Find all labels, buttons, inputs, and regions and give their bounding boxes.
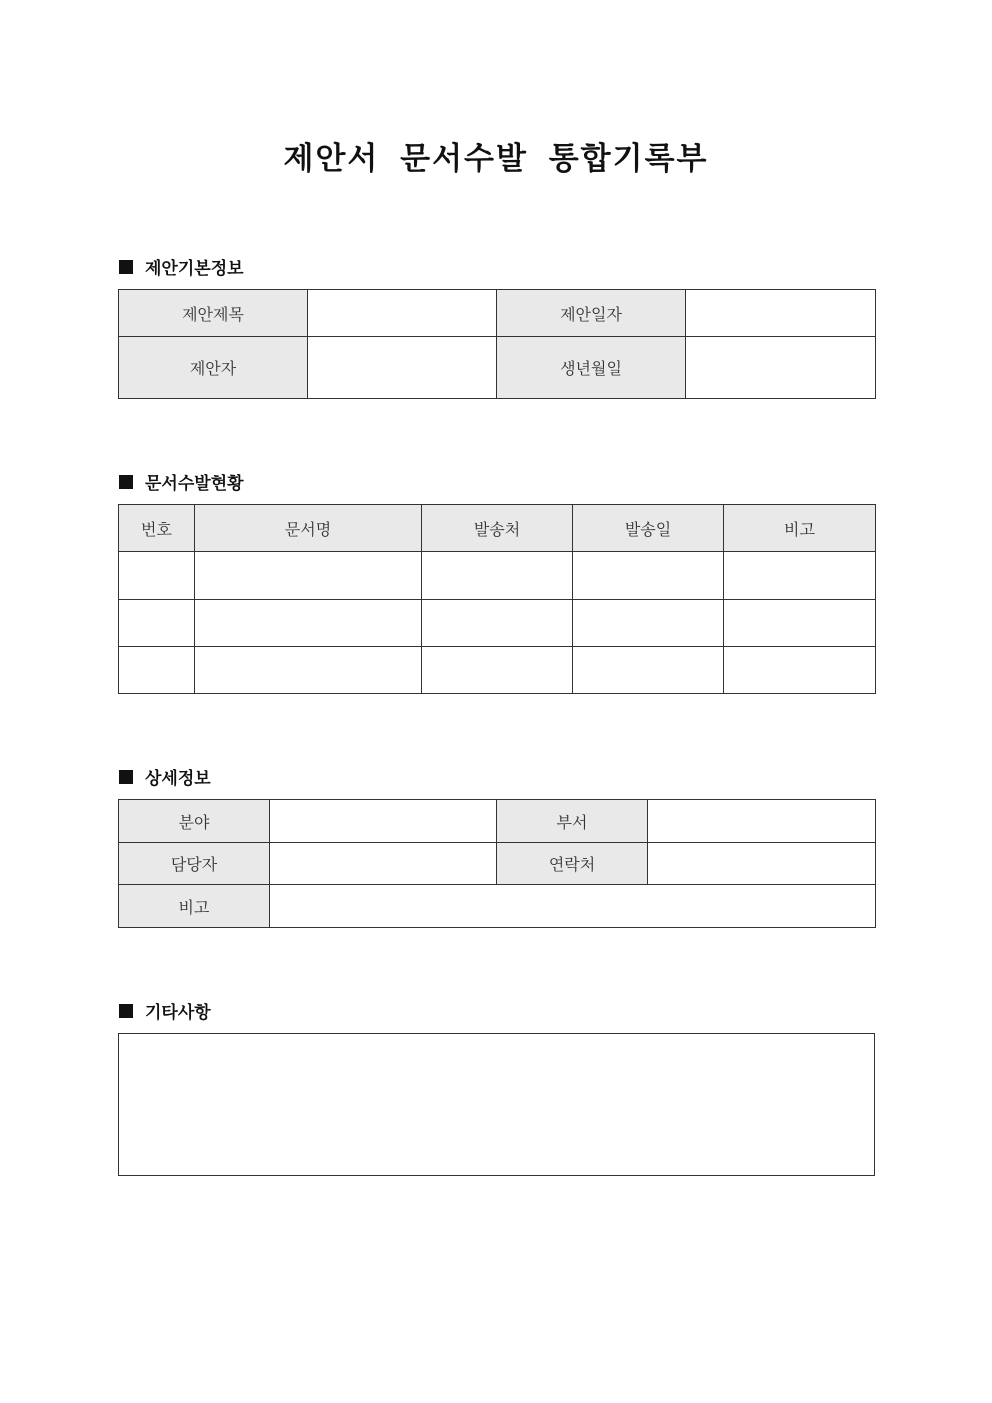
contact-label: 연락처 [497,843,648,885]
table-cell[interactable] [573,552,724,600]
note-label: 비고 [119,885,270,928]
section-heading-basic [119,254,244,279]
dept-value[interactable] [648,800,876,843]
table-cell[interactable] [422,647,573,694]
column-header-recipient: 발송처 [422,505,573,552]
table-cell[interactable] [119,647,195,694]
table-cell[interactable] [573,600,724,647]
table-cell[interactable] [422,600,573,647]
section-heading-status-label: 문서수발현황 [145,474,244,494]
column-header-number: 번호 [119,505,195,552]
table-row [119,647,876,694]
section-heading-detail-label: 상세정보 [145,769,211,789]
etc-memo-box[interactable] [118,1033,875,1176]
detail-table [118,799,876,928]
date-label: 제안일자 [497,290,686,337]
contact-value[interactable] [648,843,876,885]
subject-field[interactable] [308,290,497,337]
birth-label: 생년월일 [497,337,686,399]
table-cell[interactable] [724,552,876,600]
square-bullet-icon [119,770,133,784]
square-bullet-icon [119,1004,133,1018]
column-header-doc-name: 문서명 [195,505,422,552]
basic-info-table [118,289,876,399]
proposer-field[interactable] [308,337,497,399]
table-cell[interactable] [573,647,724,694]
section-heading-basic-label: 제안기본정보 [145,259,244,279]
manager-label: 담당자 [119,843,270,885]
table-cell[interactable] [422,552,573,600]
table-cell[interactable] [195,600,422,647]
table-cell[interactable] [195,647,422,694]
date-field[interactable] [686,290,876,337]
page-title: 제안서 문서수발 통합기록부 [283,141,709,177]
section-heading-status [119,469,244,494]
table-cell[interactable] [195,552,422,600]
table-row [119,552,876,600]
column-header-send-date: 발송일 [573,505,724,552]
section-heading-etc [119,998,211,1023]
status-table [118,504,876,694]
note-value[interactable] [270,885,876,928]
section-heading-detail [119,764,211,789]
square-bullet-icon [119,475,133,489]
birth-field[interactable] [686,337,876,399]
manager-value[interactable] [270,843,497,885]
section-heading-etc-label: 기타사항 [145,1003,211,1023]
dept-label: 부서 [497,800,648,843]
table-cell[interactable] [724,600,876,647]
table-cell[interactable] [119,552,195,600]
table-cell[interactable] [724,647,876,694]
column-header-remarks: 비고 [724,505,876,552]
field-value[interactable] [270,800,497,843]
table-row [119,600,876,647]
table-cell[interactable] [119,600,195,647]
square-bullet-icon [119,260,133,274]
field-label: 분야 [119,800,270,843]
proposer-label: 제안자 [119,337,308,399]
subject-label: 제안제목 [119,290,308,337]
